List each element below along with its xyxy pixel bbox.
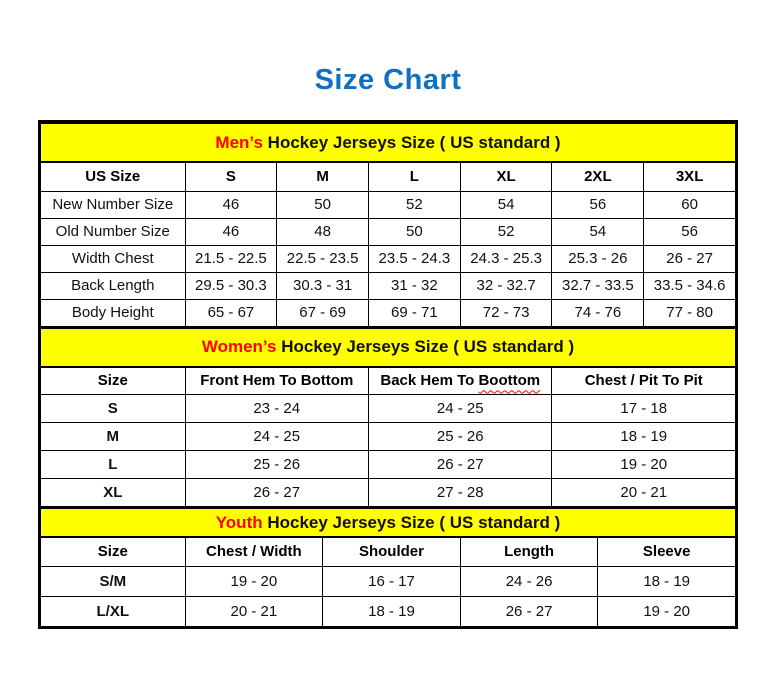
mens-column-header: S — [185, 162, 277, 191]
youth-banner-highlight: Youth — [215, 512, 263, 532]
mens-cell: 50 — [277, 191, 369, 218]
mens-row-label: Width Chest — [41, 245, 186, 272]
mens-cell: 23.5 - 24.3 — [369, 245, 461, 272]
youth-cell: 19 - 20 — [598, 596, 736, 626]
mens-row-label: Old Number Size — [41, 218, 186, 245]
mens-row — [41, 299, 736, 326]
mens-column-header: M — [277, 162, 369, 191]
youth-column-header: Size — [41, 537, 186, 566]
womens-size-table — [40, 327, 736, 508]
youth-row — [41, 566, 736, 596]
womens-cell: 17 - 18 — [552, 395, 736, 423]
mens-cell: 25.3 - 26 — [552, 245, 644, 272]
womens-row — [41, 451, 736, 479]
mens-cell: 22.5 - 23.5 — [277, 245, 369, 272]
mens-banner — [41, 123, 736, 162]
mens-banner-text: Hockey Jerseys Size ( US standard ) — [262, 132, 561, 152]
womens-cell: 25 - 26 — [185, 451, 368, 479]
youth-column-header: Chest / Width — [185, 537, 323, 566]
womens-cell: 27 - 28 — [369, 479, 552, 507]
womens-cell: 18 - 19 — [552, 423, 736, 451]
mens-column-header: L — [369, 162, 461, 191]
youth-cell: 18 - 19 — [598, 566, 736, 596]
mens-cell: 77 - 80 — [644, 299, 736, 326]
mens-cell: 74 - 76 — [552, 299, 644, 326]
youth-row-label: L/XL — [41, 596, 186, 626]
misspelled-word: Boottom — [478, 372, 541, 390]
womens-column-header: Front Hem To Bottom — [185, 367, 368, 395]
page-title: Size Chart — [314, 64, 462, 96]
youth-cell: 16 - 17 — [323, 566, 461, 596]
womens-row-label: S — [41, 395, 186, 423]
mens-cell: 65 - 67 — [185, 299, 277, 326]
youth-cell: 18 - 19 — [323, 596, 461, 626]
mens-cell: 31 - 32 — [369, 272, 461, 299]
womens-column-header: Chest / Pit To Pit — [552, 367, 736, 395]
mens-column-header: US Size — [41, 162, 186, 191]
mens-row — [41, 245, 736, 272]
mens-cell: 46 — [185, 218, 277, 245]
mens-cell: 33.5 - 34.6 — [644, 272, 736, 299]
womens-row — [41, 423, 736, 451]
youth-cell: 19 - 20 — [185, 566, 323, 596]
youth-size-table — [40, 507, 736, 627]
womens-cell: 19 - 20 — [552, 451, 736, 479]
mens-cell: 26 - 27 — [644, 245, 736, 272]
womens-column-header: Back Hem To Boottom — [369, 367, 552, 395]
mens-cell: 54 — [460, 191, 552, 218]
mens-row — [41, 272, 736, 299]
youth-row-label: S/M — [41, 566, 186, 596]
womens-cell: 24 - 25 — [369, 395, 552, 423]
mens-column-header: XL — [460, 162, 552, 191]
mens-header-row — [41, 162, 736, 191]
mens-column-header: 3XL — [644, 162, 736, 191]
mens-cell: 54 — [552, 218, 644, 245]
womens-header-row — [41, 367, 736, 395]
mens-row — [41, 218, 736, 245]
womens-banner-highlight: Women’s — [201, 337, 277, 356]
youth-cell: 24 - 26 — [460, 566, 598, 596]
youth-cell: 26 - 27 — [460, 596, 598, 626]
mens-banner-row — [41, 123, 736, 162]
mens-cell: 60 — [644, 191, 736, 218]
mens-cell: 21.5 - 22.5 — [185, 245, 277, 272]
womens-cell: 25 - 26 — [369, 423, 552, 451]
womens-cell: 20 - 21 — [552, 479, 736, 507]
youth-column-header: Shoulder — [323, 537, 461, 566]
youth-column-header: Sleeve — [598, 537, 736, 566]
mens-cell: 30.3 - 31 — [277, 272, 369, 299]
womens-row-label: M — [41, 423, 186, 451]
youth-column-header: Length — [460, 537, 598, 566]
mens-cell: 56 — [644, 218, 736, 245]
womens-cell: 26 - 27 — [369, 451, 552, 479]
womens-banner-text: Hockey Jerseys Size ( US standard ) — [276, 337, 575, 356]
mens-cell: 32.7 - 33.5 — [552, 272, 644, 299]
womens-column-header: Size — [41, 367, 186, 395]
youth-banner-text: Hockey Jerseys Size ( US standard ) — [262, 512, 561, 532]
womens-row-label: L — [41, 451, 186, 479]
mens-cell: 24.3 - 25.3 — [460, 245, 552, 272]
size-chart-tables — [38, 120, 738, 629]
mens-cell: 67 - 69 — [277, 299, 369, 326]
womens-cell: 24 - 25 — [185, 423, 368, 451]
womens-banner — [41, 328, 736, 367]
mens-size-table — [40, 122, 736, 327]
womens-row-label: XL — [41, 479, 186, 507]
mens-row — [41, 191, 736, 218]
youth-banner — [41, 508, 736, 537]
womens-cell: 23 - 24 — [185, 395, 368, 423]
mens-cell: 52 — [369, 191, 461, 218]
mens-cell: 29.5 - 30.3 — [185, 272, 277, 299]
mens-row-label: New Number Size — [41, 191, 186, 218]
womens-row — [41, 479, 736, 507]
mens-cell: 69 - 71 — [369, 299, 461, 326]
mens-row-label: Back Length — [41, 272, 186, 299]
mens-cell: 52 — [460, 218, 552, 245]
womens-banner-row — [41, 328, 736, 367]
mens-cell: 46 — [185, 191, 277, 218]
mens-cell: 32 - 32.7 — [460, 272, 552, 299]
youth-row — [41, 596, 736, 626]
youth-header-row — [41, 537, 736, 566]
mens-cell: 48 — [277, 218, 369, 245]
mens-row-label: Body Height — [41, 299, 186, 326]
womens-row — [41, 395, 736, 423]
mens-cell: 50 — [369, 218, 461, 245]
mens-banner-highlight: Men’s — [215, 132, 263, 152]
mens-column-header: 2XL — [552, 162, 644, 191]
youth-cell: 20 - 21 — [185, 596, 323, 626]
mens-cell: 56 — [552, 191, 644, 218]
mens-cell: 72 - 73 — [460, 299, 552, 326]
womens-cell: 26 - 27 — [185, 479, 368, 507]
youth-banner-row — [41, 508, 736, 537]
